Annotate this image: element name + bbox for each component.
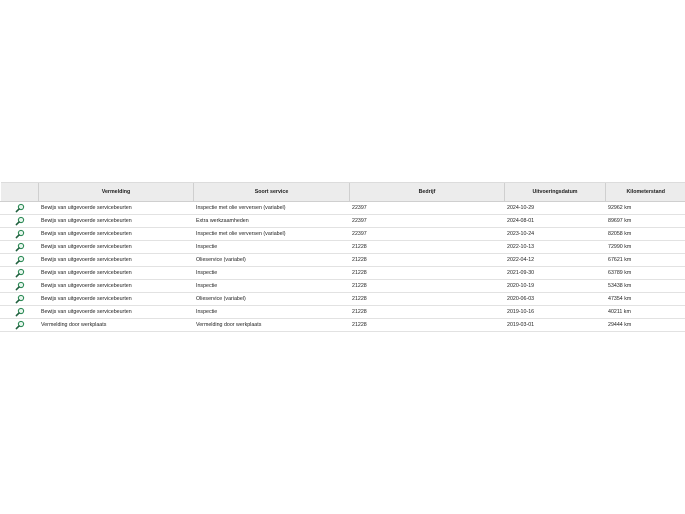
cell-kilometerstand: 92962 km — [606, 202, 685, 215]
cell-bedrijf: 21228 — [350, 293, 505, 306]
cell-bedrijf: 22397 — [350, 202, 505, 215]
cell-soort-service: Inspectie met olie verversen (variabel) — [194, 228, 350, 241]
cell-uitvoeringsdatum: 2020-10-19 — [505, 280, 606, 293]
cell-kilometerstand: 72990 km — [606, 241, 685, 254]
cell-kilometerstand: 63789 km — [606, 267, 685, 280]
cell-vermelding: Bewijs van uitgevoerde servicebeurten — [39, 215, 194, 228]
row-action-cell — [1, 267, 39, 280]
cell-kilometerstand: 53438 km — [606, 280, 685, 293]
service-history-table-container — [0, 182, 685, 332]
table-row[interactable] — [1, 215, 685, 228]
cell-soort-service: Vermelding door werkplaats — [194, 319, 350, 332]
cell-vermelding: Bewijs van uitgevoerde servicebeurten — [39, 267, 194, 280]
row-action-cell — [1, 241, 39, 254]
header-soort-service[interactable]: Soort service — [194, 183, 350, 202]
magnifier-icon[interactable] — [15, 229, 25, 239]
row-action-cell — [1, 306, 39, 319]
magnifier-icon[interactable] — [15, 216, 25, 226]
cell-vermelding: Bewijs van uitgevoerde servicebeurten — [39, 241, 194, 254]
cell-uitvoeringsdatum: 2024-10-29 — [505, 202, 606, 215]
table-row[interactable] — [1, 254, 685, 267]
table-header-row — [1, 183, 685, 202]
cell-uitvoeringsdatum: 2020-06-03 — [505, 293, 606, 306]
magnifier-icon[interactable] — [15, 281, 25, 291]
cell-uitvoeringsdatum: 2019-10-16 — [505, 306, 606, 319]
table-row[interactable] — [1, 319, 685, 332]
table-body — [1, 202, 685, 332]
cell-bedrijf: 22397 — [350, 215, 505, 228]
cell-kilometerstand: 67621 km — [606, 254, 685, 267]
cell-soort-service: Inspectie — [194, 241, 350, 254]
cell-kilometerstand: 40211 km — [606, 306, 685, 319]
cell-bedrijf: 21228 — [350, 280, 505, 293]
magnifier-icon[interactable] — [15, 242, 25, 252]
service-history-table — [0, 182, 685, 332]
table-row[interactable] — [1, 280, 685, 293]
magnifier-icon[interactable] — [15, 255, 25, 265]
cell-bedrijf: 21228 — [350, 319, 505, 332]
magnifier-icon[interactable] — [15, 294, 25, 304]
row-action-cell — [1, 319, 39, 332]
cell-soort-service: Inspectie met olie verversen (variabel) — [194, 202, 350, 215]
cell-uitvoeringsdatum: 2024-08-01 — [505, 215, 606, 228]
cell-vermelding: Bewijs van uitgevoerde servicebeurten — [39, 306, 194, 319]
row-action-cell — [1, 280, 39, 293]
cell-uitvoeringsdatum: 2022-04-12 — [505, 254, 606, 267]
cell-kilometerstand: 29444 km — [606, 319, 685, 332]
row-action-cell — [1, 254, 39, 267]
table-row[interactable] — [1, 228, 685, 241]
cell-vermelding: Bewijs van uitgevoerde servicebeurten — [39, 228, 194, 241]
cell-vermelding: Bewijs van uitgevoerde servicebeurten — [39, 202, 194, 215]
cell-kilometerstand: 47354 km — [606, 293, 685, 306]
row-action-cell — [1, 293, 39, 306]
header-uitvoeringsdatum[interactable]: Uitvoeringsdatum — [505, 183, 606, 202]
cell-uitvoeringsdatum: 2023-10-24 — [505, 228, 606, 241]
cell-vermelding: Bewijs van uitgevoerde servicebeurten — [39, 280, 194, 293]
cell-vermelding: Vermelding door werkplaats — [39, 319, 194, 332]
cell-soort-service: Inspectie — [194, 306, 350, 319]
header-bedrijf[interactable]: Bedrijf — [350, 183, 505, 202]
table-row[interactable] — [1, 202, 685, 215]
cell-soort-service: Inspectie — [194, 280, 350, 293]
cell-soort-service: Extra werkzaamheden — [194, 215, 350, 228]
header-vermelding[interactable]: Vermelding — [39, 183, 194, 202]
table-row[interactable] — [1, 293, 685, 306]
magnifier-icon[interactable] — [15, 268, 25, 278]
cell-vermelding: Bewijs van uitgevoerde servicebeurten — [39, 293, 194, 306]
row-action-cell — [1, 215, 39, 228]
cell-soort-service: Olieservice (variabel) — [194, 293, 350, 306]
cell-bedrijf: 21228 — [350, 254, 505, 267]
table-row[interactable] — [1, 306, 685, 319]
cell-soort-service: Olieservice (variabel) — [194, 254, 350, 267]
cell-kilometerstand: 82058 km — [606, 228, 685, 241]
header-icon-column — [1, 183, 39, 202]
row-action-cell — [1, 228, 39, 241]
cell-bedrijf: 21228 — [350, 241, 505, 254]
cell-uitvoeringsdatum: 2019-03-01 — [505, 319, 606, 332]
row-action-cell — [1, 202, 39, 215]
cell-bedrijf: 21228 — [350, 306, 505, 319]
magnifier-icon[interactable] — [15, 320, 25, 330]
magnifier-icon[interactable] — [15, 203, 25, 213]
table-row[interactable] — [1, 267, 685, 280]
magnifier-icon[interactable] — [15, 307, 25, 317]
table-row[interactable] — [1, 241, 685, 254]
cell-bedrijf: 22397 — [350, 228, 505, 241]
header-kilometerstand[interactable]: Kilometerstand — [606, 183, 685, 202]
cell-uitvoeringsdatum: 2022-10-13 — [505, 241, 606, 254]
cell-kilometerstand: 89697 km — [606, 215, 685, 228]
cell-soort-service: Inspectie — [194, 267, 350, 280]
cell-uitvoeringsdatum: 2021-09-30 — [505, 267, 606, 280]
cell-vermelding: Bewijs van uitgevoerde servicebeurten — [39, 254, 194, 267]
cell-bedrijf: 21228 — [350, 267, 505, 280]
